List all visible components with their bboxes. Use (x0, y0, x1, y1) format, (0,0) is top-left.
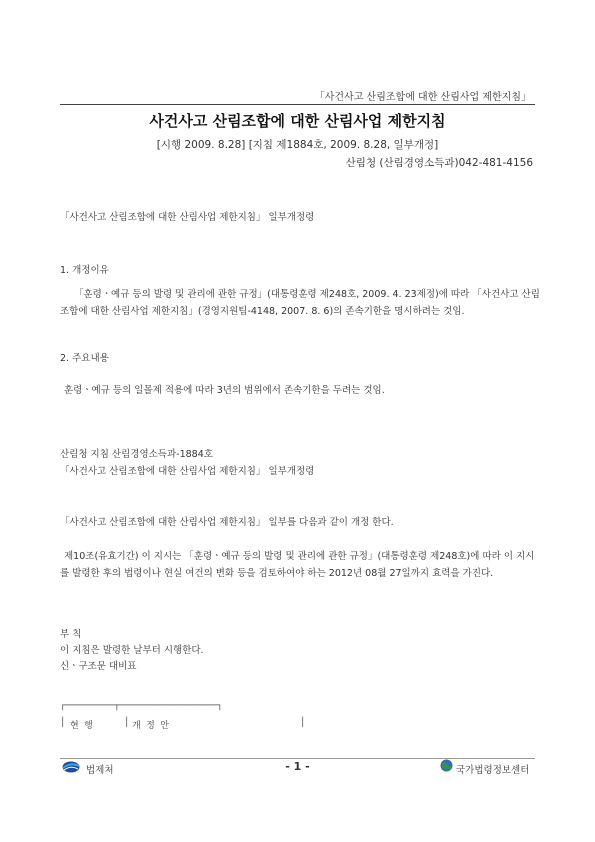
header-divider (60, 104, 535, 105)
document-contact: 산림청 (산림경영소득과)042-481-4156 (345, 157, 533, 169)
section2-text: 훈령ㆍ예규 등의 일몰제 적용에 따라 3년의 범위에서 존속기한을 두려는 것임. (64, 385, 385, 396)
law-center-globe-icon (440, 759, 453, 772)
table-right-border: │ (300, 718, 306, 728)
addenda-heading: 부 칙 (60, 629, 82, 640)
table-mid-border: │ (124, 718, 130, 728)
page-number: - 1 - (285, 760, 310, 773)
footer-divider (60, 758, 535, 759)
comparison-label: 신ㆍ구조문 대비표 (60, 661, 137, 672)
document-meta: [시행 2009. 8.28] [지침 제1884호, 2009. 8.28, 일부개정] (156, 139, 439, 151)
footer-right-label: 국가법령정보센터 (456, 765, 530, 776)
document-title: 사건사고 산림조합에 대한 산림사업 제한지침 (149, 112, 446, 130)
footer-left-label: 법제처 (86, 765, 114, 776)
table-col-current: 현 행 (70, 721, 93, 731)
section1-text: 「훈령ㆍ예규 등의 발령 및 관리에 관한 규정」(대통령훈령 제248호, 2009. 4. 23제정)에 따라 「사건사고 산림조합에 대한 산림사업 제한지침」(경영지원팀-4148, 2007. 8. 6)의 존속기한을 명시하려는 것임. (60, 289, 540, 317)
table-col-proposed: 개 정 안 (132, 721, 169, 731)
section2-heading: 2. 주요내용 (60, 353, 109, 364)
amend-heading: 「사건사고 산림조합에 대한 산림사업 제한지침」 일부개정령 (60, 212, 315, 223)
section1-heading: 1. 개정이유 (60, 265, 109, 276)
amend-intro: 「사건사고 산림조합에 대한 산림사업 제한지침」 일부를 다음과 같이 개정 한다. (60, 517, 394, 528)
directive-number: 산림청 지침 산림경영소득과-1884호 (60, 449, 213, 460)
article-10: 제10조(유효기간) 이 지시는 「훈령ㆍ예규 등의 발령 및 관리에 관한 규정」(대통령훈령 제248호)에 따라 이 지시를 발령한 후의 법령이나 현실 여건의 변화 등을 검토하여야 하는 2012년 08월 27일까지 효력을 가진다. (60, 551, 535, 579)
directive-title: 「사건사고 산림조합에 대한 산림사업 제한지침」 일부개정령 (60, 466, 315, 477)
running-header-title: 「사건사고 산림조합에 대한 산림사업 제한지침」 (314, 92, 531, 103)
table-top-border: ┌─────────┬──────────────────┐ (60, 701, 223, 711)
table-left-border: │ (60, 718, 66, 728)
addenda-text: 이 지침은 발령한 날부터 시행한다. (60, 645, 204, 656)
